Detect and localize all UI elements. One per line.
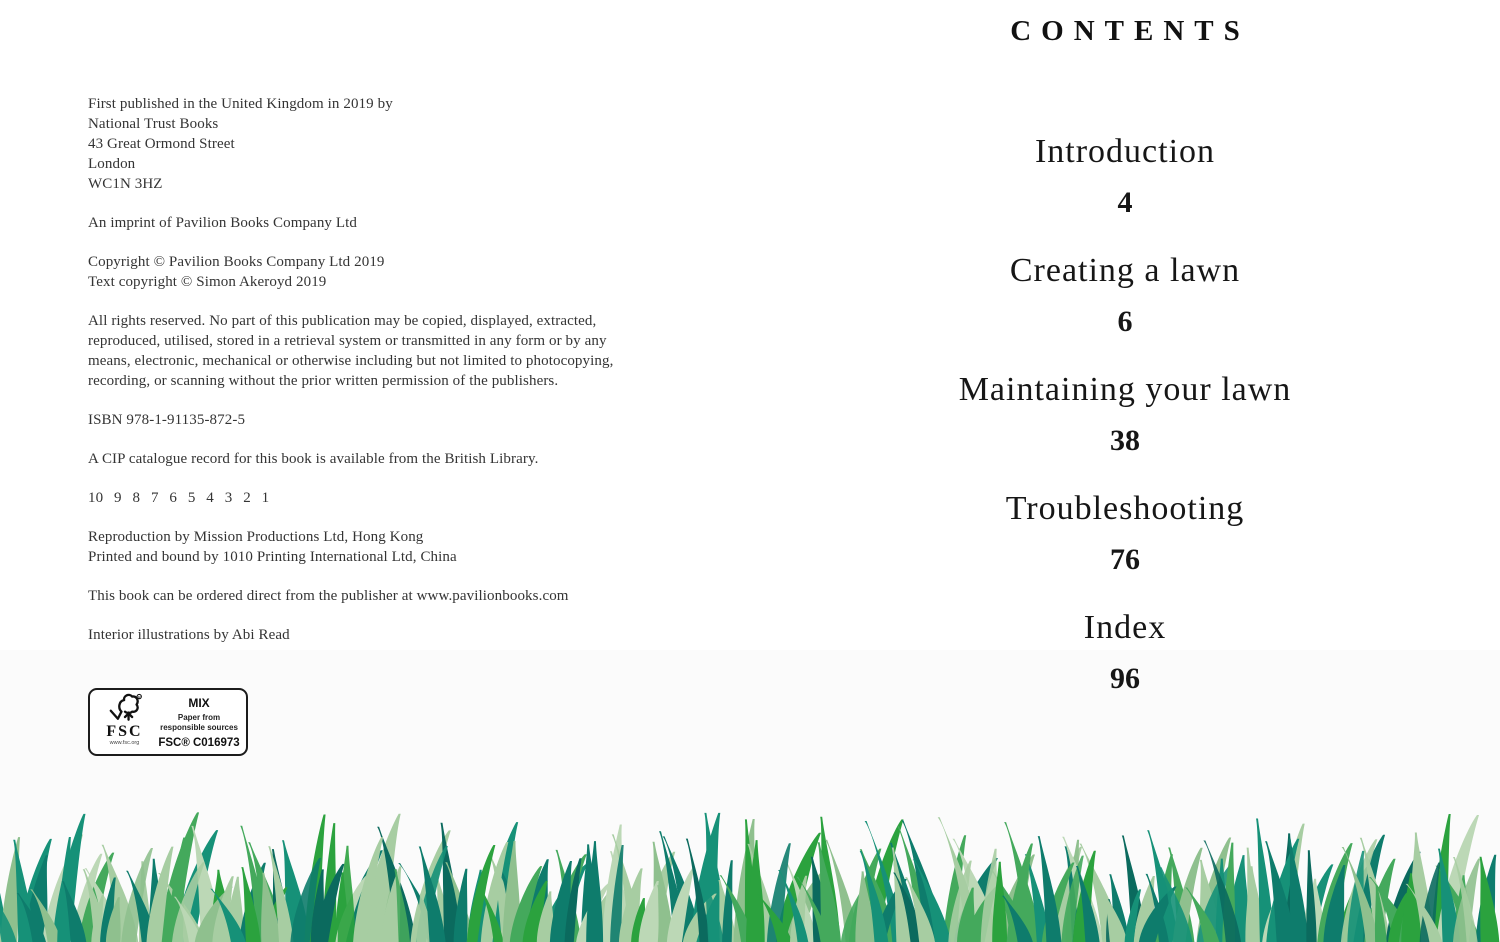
contents-entry-1 bbox=[750, 126, 1500, 228]
contents-title: CONTENTS bbox=[1010, 15, 1250, 47]
fsc-tree-check-icon bbox=[107, 693, 143, 725]
copyright-paragraph-2: An imprint of Pavilion Books Company Ltd bbox=[88, 215, 357, 231]
fsc-code-text: FSC® C016973 bbox=[158, 737, 240, 749]
copyright-block bbox=[88, 94, 636, 645]
contents-list bbox=[750, 126, 1500, 704]
fsc-url-text: www.fsc.org bbox=[109, 740, 140, 746]
fsc-label-right bbox=[152, 690, 246, 754]
fsc-desc-line1: Paper from bbox=[177, 713, 221, 722]
copyright-paragraph-1: First published in the United Kingdom in 2019 by National Trust Books 43 Great Ormond Street London WC1N 3HZ bbox=[88, 96, 393, 192]
contents-entry-page-number: 6 bbox=[1117, 305, 1133, 338]
fsc-label-left bbox=[90, 690, 152, 754]
contents-entry-2 bbox=[750, 245, 1500, 347]
contents-entry-title: Introduction bbox=[1034, 133, 1216, 170]
svg-text:R: R bbox=[137, 694, 141, 700]
fsc-desc-line2: responsible sources bbox=[160, 722, 238, 732]
contents-entry-page-number: 4 bbox=[1117, 186, 1133, 219]
fsc-label bbox=[88, 688, 248, 756]
contents-entry-5 bbox=[750, 602, 1500, 704]
copyright-paragraph-4: All rights reserved. No part of this publication may be copied, displayed, extracted, reproduced, utilised, stored in a retrieval system or transmitted in any form or by any means, electronic, mechanical or otherwise including but not limited to photocopying, recording, or scanning without the prior written permission of the publishers. bbox=[88, 313, 614, 389]
fsc-mix-text: MIX bbox=[188, 696, 210, 710]
contents-entry-title: Creating a lawn bbox=[1009, 252, 1241, 289]
grass-illustration bbox=[0, 810, 1500, 942]
copyright-paragraph-3: Copyright © Pavilion Books Company Ltd 2019 Text copyright © Simon Akeroyd 2019 bbox=[88, 254, 385, 290]
contents-entry-3 bbox=[750, 364, 1500, 466]
copyright-paragraph-8: Reproduction by Mission Productions Ltd, Hong Kong Printed and bound by 1010 Printing International Ltd, China bbox=[88, 529, 457, 565]
copyright-paragraph-9: This book can be ordered direct from the publisher at www.pavilionbooks.com bbox=[88, 588, 569, 604]
copyright-paragraph-5: ISBN 978-1-91135-872-5 bbox=[88, 412, 246, 428]
contents-entry-title: Troubleshooting bbox=[1005, 490, 1245, 527]
copyright-paragraph-6: A CIP catalogue record for this book is available from the British Library. bbox=[88, 451, 539, 467]
contents-entry-4 bbox=[750, 483, 1500, 585]
copyright-paragraph-10: Interior illustrations by Abi Read bbox=[88, 627, 290, 643]
contents-entry-title: Index bbox=[1083, 609, 1167, 646]
contents-entry-page-number: 76 bbox=[1110, 543, 1140, 576]
fsc-brand-text: FSC bbox=[106, 723, 143, 740]
contents-entry-page-number: 38 bbox=[1110, 424, 1140, 457]
copyright-paragraph-7: 10 9 8 7 6 5 4 3 2 1 bbox=[88, 490, 270, 506]
contents-entry-page-number: 96 bbox=[1110, 662, 1140, 695]
fsc-desc-text bbox=[152, 713, 246, 732]
contents-entry-title: Maintaining your lawn bbox=[958, 371, 1292, 408]
contents-page bbox=[750, 0, 1500, 942]
